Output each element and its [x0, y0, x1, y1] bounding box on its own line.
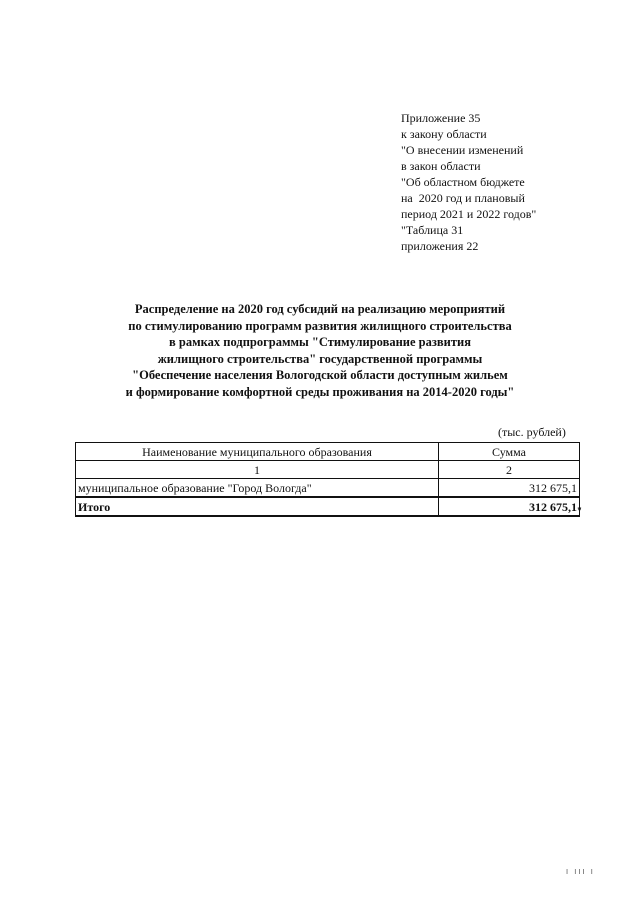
- subsidy-table: [75, 442, 580, 517]
- appendix-line: в закон области: [401, 159, 481, 173]
- appendix-line: приложения 22: [401, 239, 479, 253]
- title-line: жилищного строительства" государственной программы: [157, 351, 483, 366]
- table-row: [76, 479, 580, 498]
- total-amount: 312 675,1: [439, 497, 580, 516]
- appendix-line: к закону области: [401, 127, 487, 141]
- table-total-row: [76, 497, 580, 516]
- document-title: [100, 301, 540, 401]
- total-label: Итого: [76, 497, 439, 516]
- appendix-line: "Таблица 31: [401, 223, 464, 237]
- appendix-line: период 2021 и 2022 годов": [401, 207, 537, 221]
- column-number-2: 2: [439, 461, 580, 479]
- closing-quote: ": [577, 504, 582, 518]
- header-name: Наименование муниципального образования: [76, 443, 439, 461]
- municipality-amount: 312 675,1: [439, 479, 580, 498]
- appendix-line: "Об областном бюджете: [401, 175, 525, 189]
- appendix-reference: [401, 110, 601, 254]
- units-label: (тыс. рублей): [498, 425, 566, 439]
- title-line: Распределение на 2020 год субсидий на реализацию мероприятий: [134, 302, 506, 316]
- title-line: в рамках подпрограммы "Стимулирование развития: [169, 335, 471, 350]
- appendix-line: Приложение 35: [401, 111, 481, 125]
- table-header-row: [76, 443, 580, 461]
- title-line: по стимулированию программ развития жилищного строительства: [128, 318, 512, 333]
- title-line: "Обеспечение населения Вологодской области доступным жильем: [132, 368, 508, 383]
- appendix-line: "О внесении изменений: [401, 143, 524, 157]
- appendix-line: на 2020 год и плановый: [401, 191, 525, 205]
- municipality-name: муниципальное образование "Город Вологда": [76, 479, 439, 498]
- header-amount: Сумма: [439, 443, 580, 461]
- page-marker: I III I: [566, 868, 595, 876]
- table-numbering-row: [76, 461, 580, 479]
- column-number-1: 1: [76, 461, 439, 479]
- title-line: и формирование комфортной среды проживания на 2014-2020 годы": [125, 384, 515, 399]
